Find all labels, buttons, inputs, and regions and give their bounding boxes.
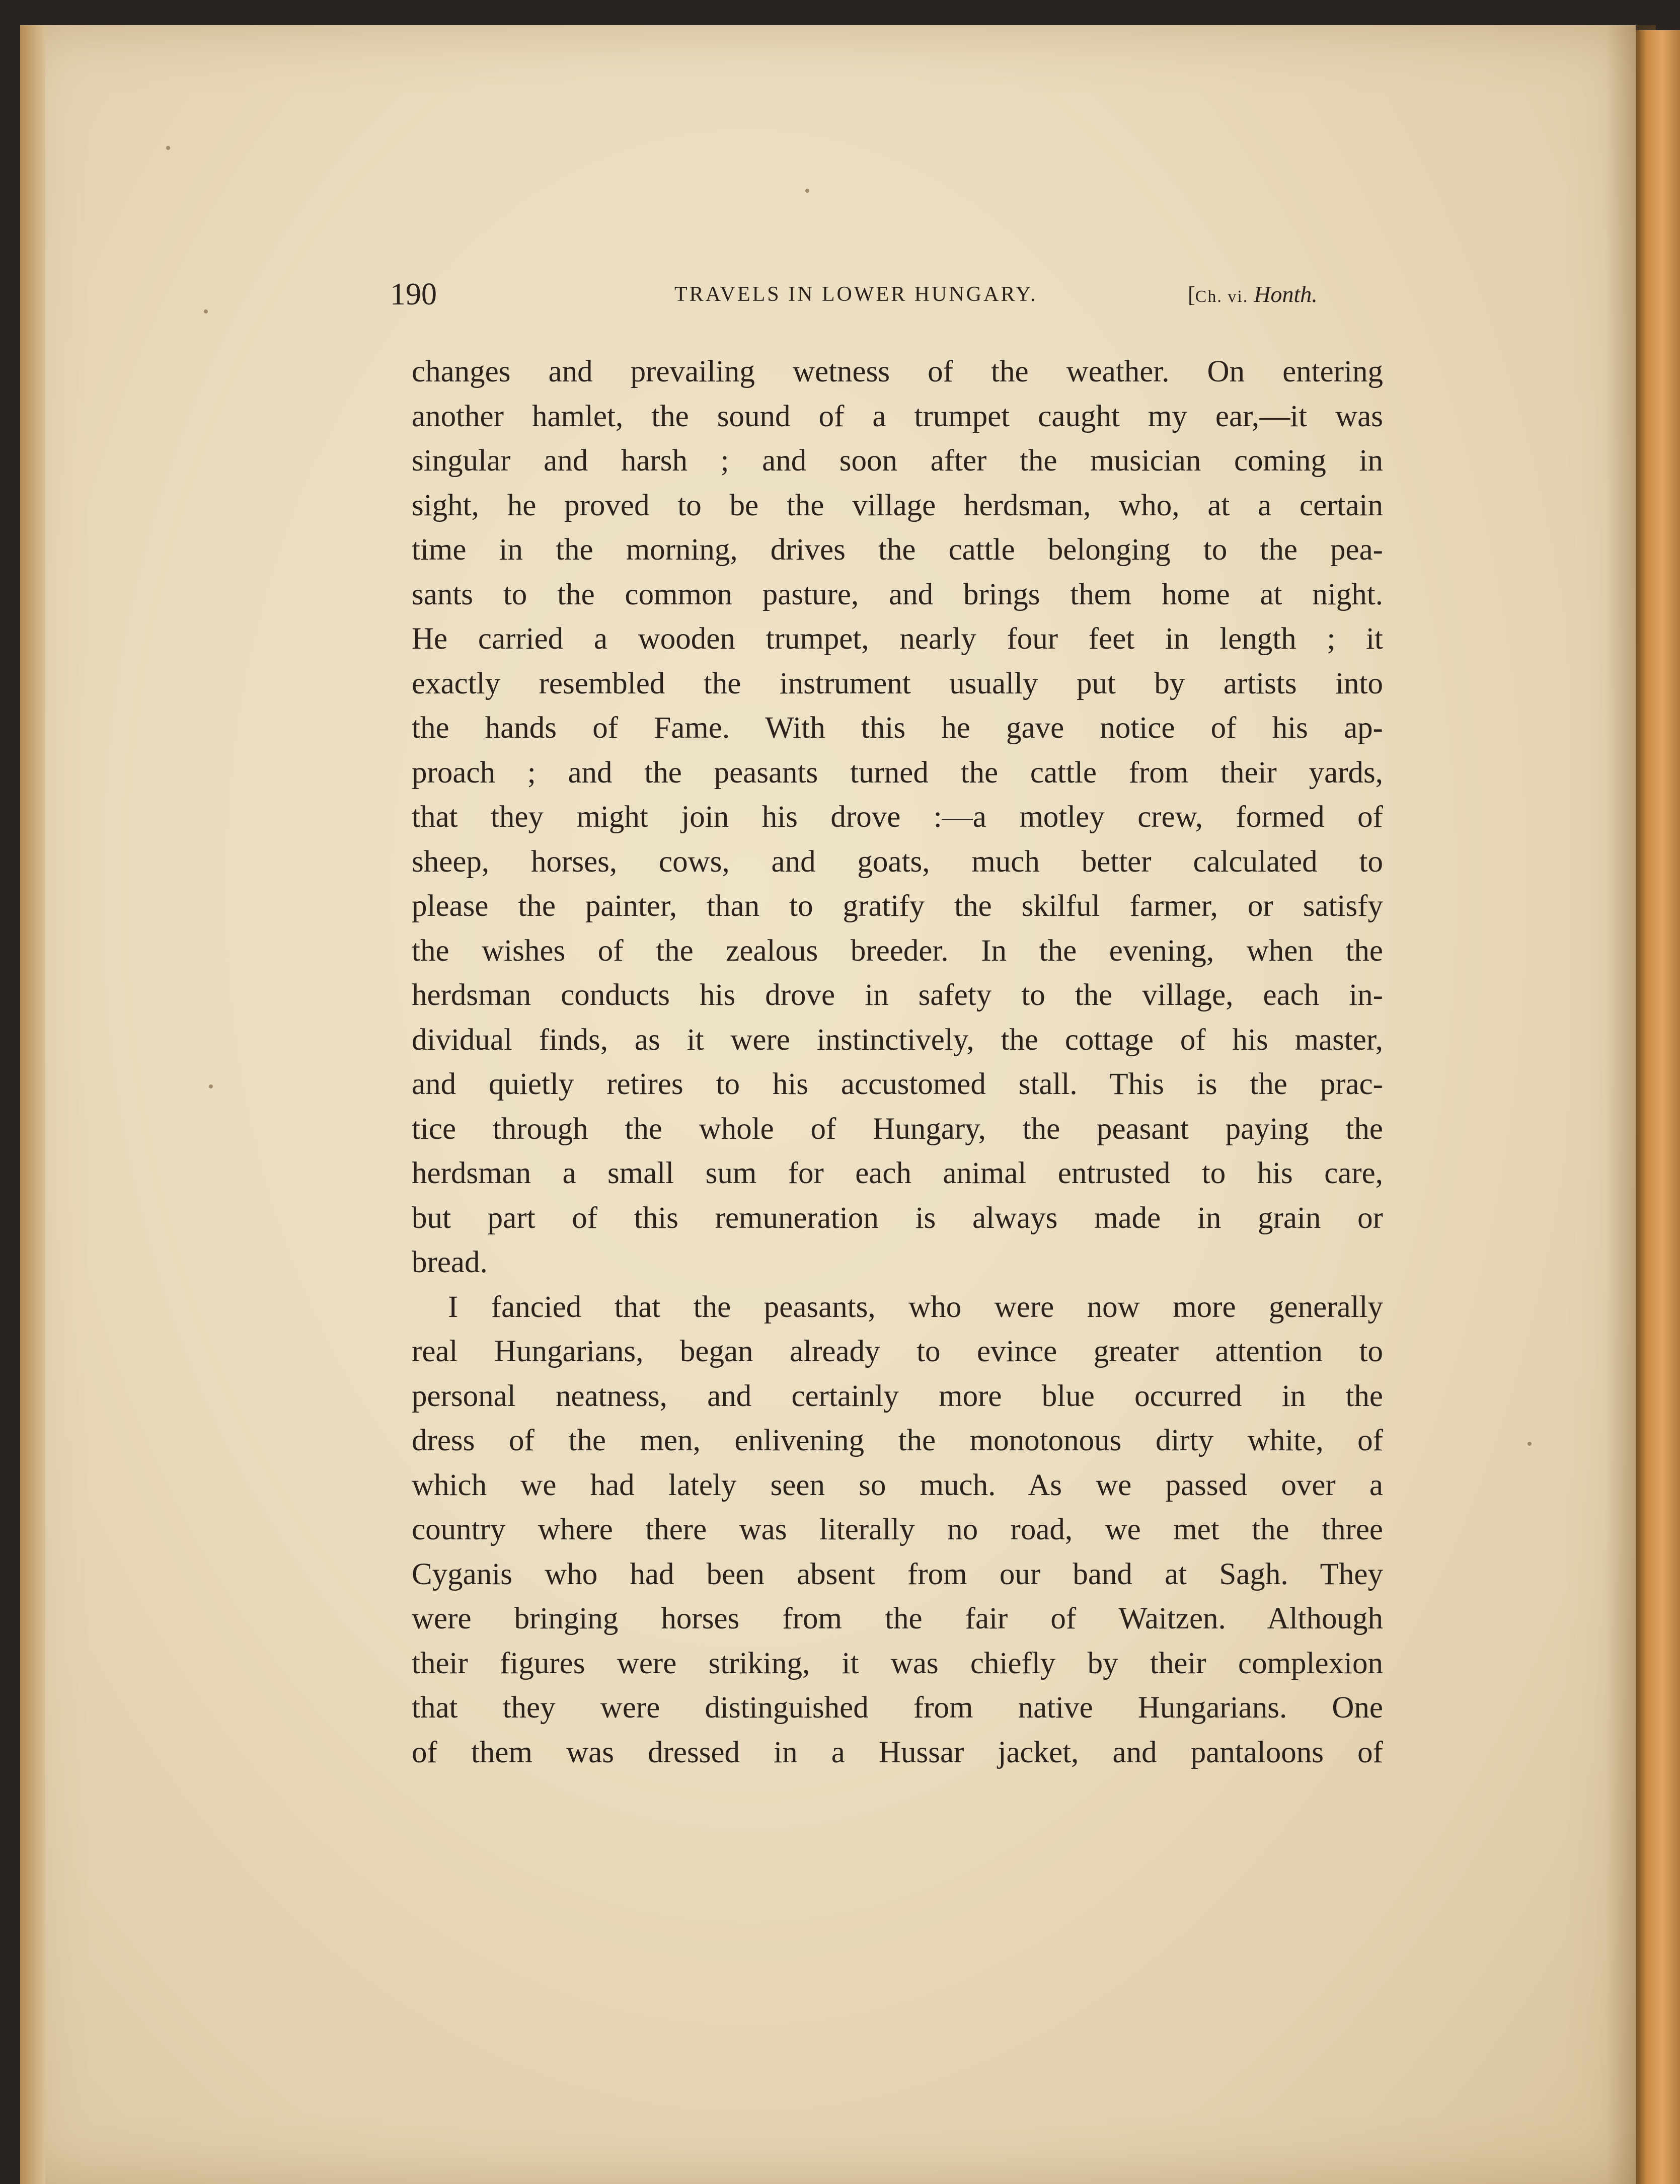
foxing-spot [805,189,809,193]
text-line: changes and prevailing wetness of the weather. On entering [412,355,1383,388]
text-line: He carried a wooden trumpet, nearly four feet in length ; it [412,622,1383,656]
foxing-spot [204,309,208,314]
chapter-reference [1188,269,1318,322]
text-line: were bringing horses from the fair of Waitzen. Although [412,1602,1383,1635]
text-line: their figures were striking, it was chiefly by their complexion [412,1646,1383,1680]
text-line: herdsman a small sum for each animal entrusted to his care, [412,1156,1383,1190]
text-line: herdsman conducts his drove in safety to the village, each in- [412,978,1383,1012]
foxing-spot [166,146,170,150]
text-line: proach ; and the peasants turned the cattle from their yards, [412,755,1383,790]
text-line: which we had lately seen so much. As we passed over a [412,1468,1383,1502]
text-line: country where there was literally no road, we met the three [412,1513,1383,1546]
chapter-label: Ch. vi. [1195,287,1249,306]
text-line: bread. [412,1245,488,1279]
foxing-spot [209,1084,213,1088]
text-line: another hamlet, the sound of a trumpet caught my ear,—it was [412,399,1383,433]
next-page-edge [1636,30,1680,2184]
text-line: real Hungarians, began already to evince greater attention to [412,1335,1383,1368]
text-line: that they were distinguished from native Hungarians. One [412,1691,1383,1725]
text-line: personal neatness, and certainly more blue occurred in the [412,1379,1383,1413]
text-line: I fancied that the peasants, who were now more generally [448,1290,1383,1324]
text-line: sight, he proved to be the village herdsman, who, at a certain [412,488,1383,522]
text-line: please the painter, than to gratify the skilful farmer, or satisfy [412,889,1383,923]
text-line: and quietly retires to his accustomed stall. This is the prac- [412,1067,1383,1101]
page-number: 190 [390,277,437,311]
paragraph-2 [412,1285,1383,1775]
text-line: of them was dressed in a Hussar jacket, and pantaloons of [412,1735,1383,1769]
foxing-spot [1528,1442,1532,1446]
text-line: time in the morning, drives the cattle belonging to the pea- [412,533,1383,567]
text-line: the wishes of the zealous breeder. In the evening, when the [412,933,1383,968]
text-line: but part of this remuneration is always made in grain or [412,1201,1383,1235]
running-header [390,269,1397,320]
text-line: exactly resembled the instrument usually put by artists into [412,666,1383,700]
text-line: that they might join his drove :—a motley crew, formed of [412,800,1383,834]
text-line: the hands of Fame. With this he gave notice of his ap- [412,711,1383,745]
text-line: tice through the whole of Hungary, the peasant paying the [412,1112,1383,1146]
text-line: singular and harsh ; and soon after the musician coming in [412,444,1383,478]
running-title: TRAVELS IN LOWER HUNGARY. [674,283,1038,306]
paragraph-1 [412,350,1383,1285]
text-line: sheep, horses, cows, and goats, much better calculated to [412,844,1383,879]
text-line: dividual finds, as it were instinctively, the cottage of his master, [412,1023,1383,1057]
text-line: Cyganis who had been absent from our band at Sagh. They [412,1557,1383,1591]
chapter-bracket: [ [1188,282,1195,307]
chapter-place: Honth. [1254,281,1318,307]
body-text [412,350,1383,1775]
text-line: sants to the common pasture, and brings them home at night. [412,577,1383,611]
text-line: dress of the men, enlivening the monotonous dirty white, of [412,1424,1383,1457]
page-edge [20,25,45,2184]
